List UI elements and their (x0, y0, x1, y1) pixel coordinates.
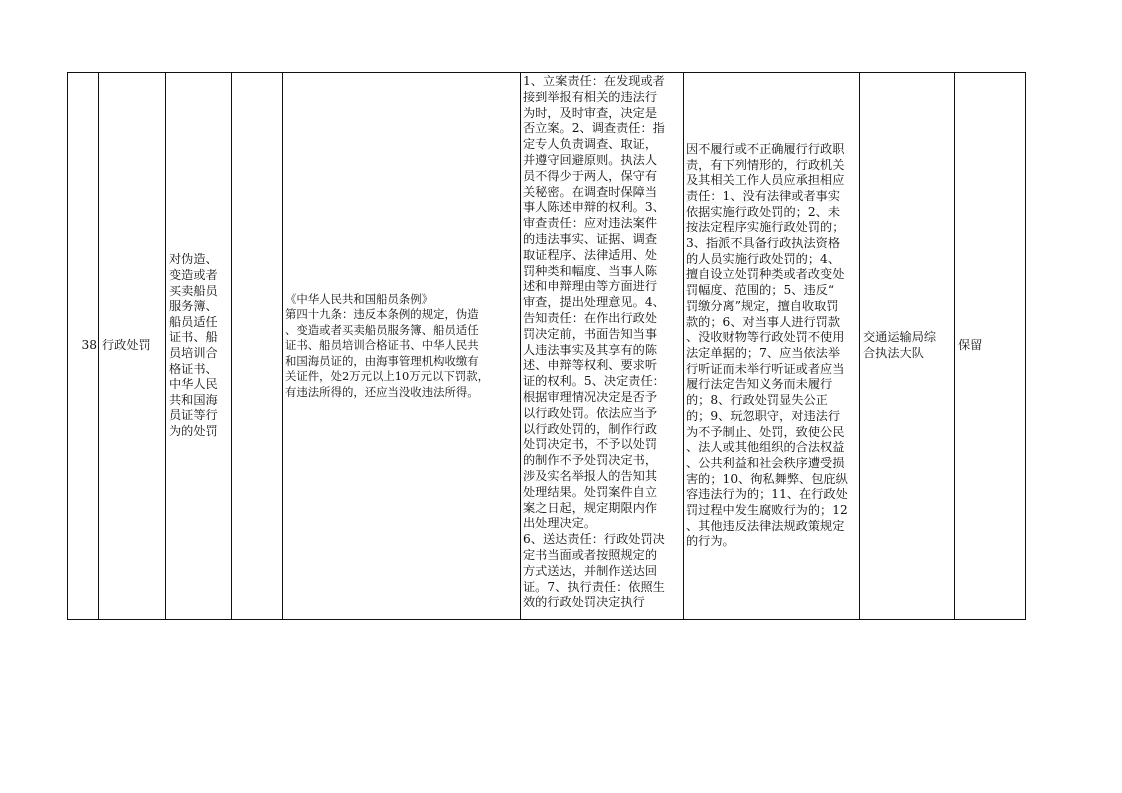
legal-basis-cell: 《中华人民共和国船员条例》 第四十九条：违反本条例的规定，伪造 、变造或者买卖船员服务簿、船员适任 证书、船员培训合格证书、中华人民共 和国海员证的，由海事管理机构收缴有 关证件，处2万元以上10万元以下罚款， 有违法所得的，还应当没收违法所得。 (285, 292, 489, 399)
sub-item-cell (234, 73, 282, 619)
accountability-cell: 因不履行或不正确履行行政职 责，有下列情形的，行政机关 及其相关工作人员应承担相应 责任：1、没有法律或者事实 依据实施行政处罚的；2、未 按法定程序实施行政处罚的； 3、指派不具备行政执法资格 的人员实施行政处罚的；4、 擅自设立处罚种类或者改变处 罚幅度、范围的；5、违反“ 罚缴分离”规定，擅自收取罚 款的；6、对当事人进行罚款 、没收财物等行政处罚不使用 法定单据的；7、应当依法举 行听证而未举行听证或者应当 履行法定告知义务而未履行 的；8、行政处罚显失公正 的；9、玩忽职守，对违法行 为不予制止、处罚，致使公民 、法人或其他组织的合法权益 、公共利益和社会秩序遭受损 害的；10、徇私舞弊、包庇纵 容违法行为的；11、在行政处 罚过程中发生腐败行为的；12 、其他违反法律法规政策规定 的行为。 (686, 141, 848, 549)
remark-cell: 保留 (958, 338, 983, 353)
table-sheet (67, 72, 1026, 620)
responsibility-cell: 1、立案责任：在发现或者 接到举报有相关的违法行 为时，及时审查，决定是 否立案。2、调查责任：指 定专人负责调查、取证， 并遵守回避原则。执法人 员不得少于两人，保守有 关秘密。在调查时保障当 事人陈述申辩的权利。3、 审查责任：应对违法案件 的违法事实、证据、调查 取证程序、法律适用、处 罚种类和幅度、当事人陈 述和申辩理由等方面进行 审查，提出处理意见。4、 告知责任：在作出行政处 罚决定前，书面告知当事 人违法事实及其享有的陈 述、申辩等权利、要求听 证的权利。5、决定责任： 根据审理情况决定是否予 以行政处罚。依法应当予 以行政处罚的，制作行政 处罚决定书，不予以处罚 的制作不予处罚决定书， 涉及实名举报人的告知其 处理结果。处罚案件自立 案之日起，规定期限内作 出处理决定。 6、送达责任：行政处罚决 定书当面或者按照规定的 方式送达，并制作送达回 证。7、执行责任：依照生 效的行政处罚决定执行 (523, 74, 665, 610)
category-cell: 行政处罚 (102, 338, 151, 353)
item-name-cell: 对伪造、 变造或者 买卖船员 服务簿、 船员适任 证书、船 员培训合 格证书、 中华人民 共和国海 员证等行 为的处罚 (169, 252, 218, 438)
row-number: 38 (81, 338, 97, 353)
department-cell: 交通运输局综 合执法大队 (863, 330, 937, 360)
